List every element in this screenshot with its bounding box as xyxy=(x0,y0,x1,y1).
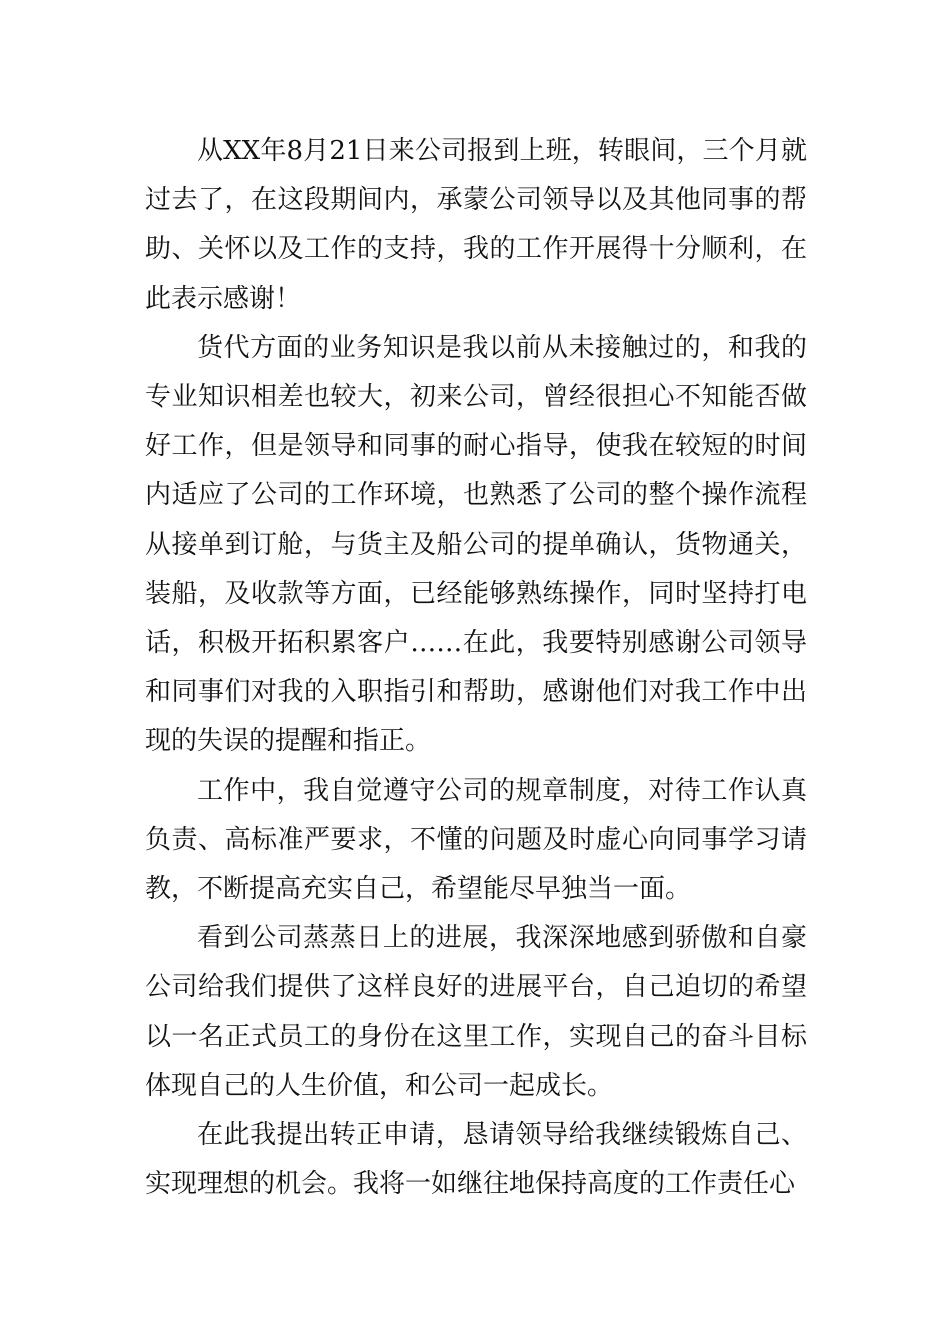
document-body xyxy=(145,127,807,1209)
paragraph-2: 货代方面的业务知识是我以前从未接触过的，和我的专业知识相差也较大，初来公司，曾经很担心不知能否做好工作，但是领导和同事的耐心指导，使我在较短的时间内适应了公司的工作环境，也熟悉了公司的整个操作流程从接单到订舱，与货主及船公司的提单确认，货物通关，装船，及收款等方面，已经能够熟练操作，同时坚持打电话，积极开拓积累客户……在此，我要特别感谢公司领导和同事们对我的入职指引和帮助，感谢他们对我工作中出现的失误的提醒和指正。 xyxy=(145,332,807,757)
paragraph-3: 工作中，我自觉遵守公司的规章制度，对待工作认真负责、高标准严要求，不懂的问题及时虚心向同事学习请教，不断提高充实自己，希望能尽早独当一面。 xyxy=(145,775,807,905)
paragraph-4: 看到公司蒸蒸日上的进展，我深深地感到骄傲和自豪公司给我们提供了这样良好的进展平台，自己迫切的希望以一名正式员工的身份在这里工作，实现自己的奋斗目标体现自己的人生价值，和公司一起成长。 xyxy=(145,923,807,1101)
paragraph-1: 从XX年8月21日来公司报到上班，转眼间，三个月就过去了，在这段期间内，承蒙公司领导以及其他同事的帮助、关怀以及工作的支持，我的工作开展得十分顺利，在此表示感谢！ xyxy=(145,136,807,314)
paragraph-5: 在此我提出转正申请，恳请领导给我继续锻炼自己、实现理想的机会。我将一如继往地保持高度的工作责任心 xyxy=(145,1120,807,1200)
